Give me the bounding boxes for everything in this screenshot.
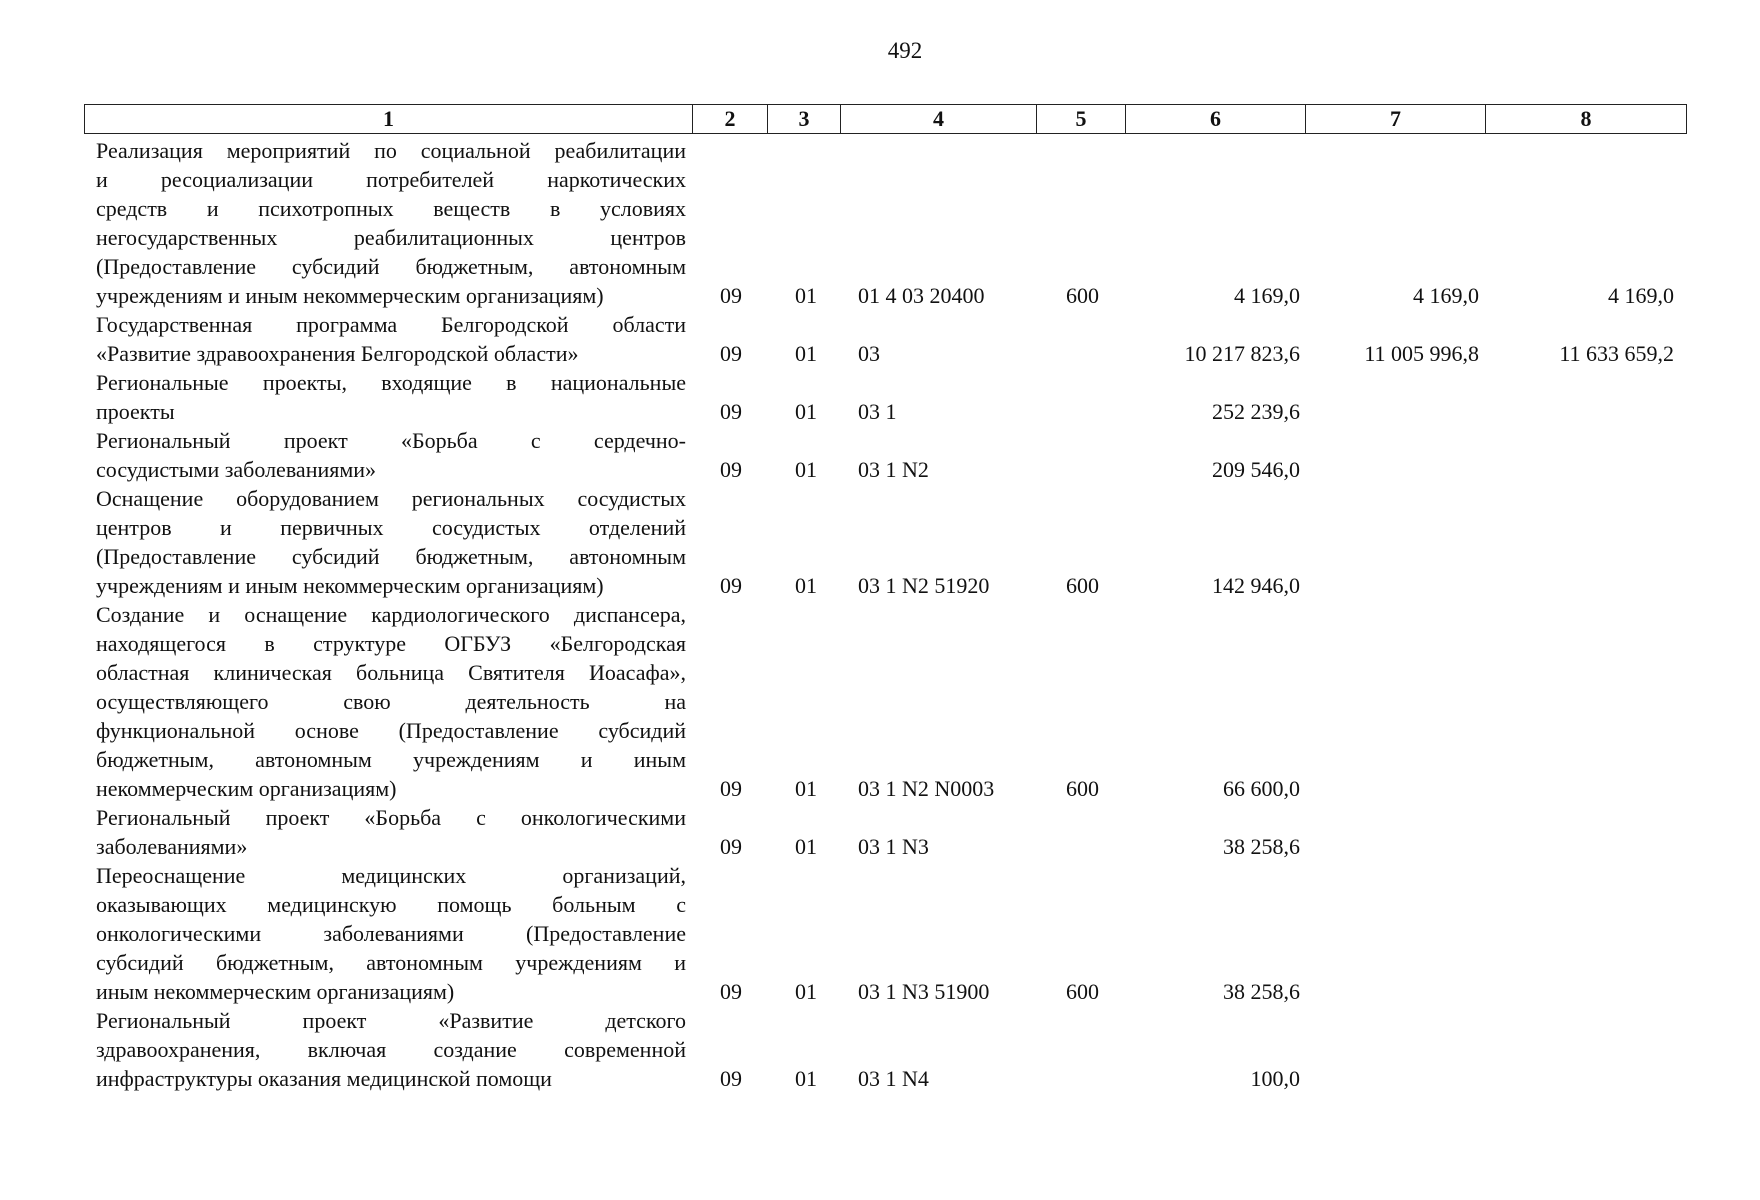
cell-col-2: 09: [720, 834, 742, 859]
row-description: [96, 600, 686, 803]
description-line: Создание и оснащение кардиологического диспансера,: [96, 602, 686, 627]
cell-col-3: 01: [795, 399, 817, 424]
cell-col-8: 11 633 659,2: [1559, 341, 1674, 366]
cell-col-4: 03 1 N2 51920: [858, 573, 990, 598]
cell-col-3: 01: [795, 834, 817, 859]
cell-col-5: 600: [1066, 283, 1099, 308]
cell-col-4: 03 1 N4: [858, 1066, 929, 1091]
description-line: Оснащение оборудованием региональных сосудистых: [96, 486, 686, 511]
cell-col-2: 09: [720, 457, 742, 482]
row-description: [96, 803, 686, 861]
table-row: [0, 861, 1760, 1006]
description-line: средств и психотропных веществ в условиях: [96, 196, 686, 221]
description-line: Региональный проект «Борьба с онкологическими: [96, 805, 686, 830]
description-line: учреждениям и иным некоммерческим организациям): [96, 283, 604, 308]
description-line: функциональной основе (Предоставление субсидий: [96, 718, 686, 743]
description-line: некоммерческим организациям): [96, 776, 397, 801]
page-number: 492: [887, 38, 923, 63]
table-row: [0, 426, 1760, 484]
description-line: центров и первичных сосудистых отделений: [96, 515, 686, 540]
column-header-row: [84, 104, 1687, 134]
row-description: [96, 1006, 686, 1093]
cell-col-4: 01 4 03 20400: [858, 283, 985, 308]
description-line: Региональный проект «Борьба с сердечно-: [96, 428, 686, 453]
cell-col-2: 09: [720, 341, 742, 366]
column-header-1: 1: [85, 105, 693, 134]
cell-col-4: 03: [858, 341, 880, 366]
cell-col-4: 03 1: [858, 399, 897, 424]
description-line: оказывающих медицинскую помощь больным с: [96, 892, 686, 917]
cell-col-5: 600: [1066, 776, 1099, 801]
cell-col-2: 09: [720, 283, 742, 308]
cell-col-4: 03 1 N3: [858, 834, 929, 859]
column-header-4: 4: [841, 105, 1037, 134]
cell-col-2: 09: [720, 399, 742, 424]
table-row: [0, 1006, 1760, 1093]
row-description: [96, 426, 686, 484]
cell-col-4: 03 1 N2: [858, 457, 929, 482]
description-line: находящегося в структуре ОГБУЗ «Белгородская: [96, 631, 686, 656]
cell-col-4: 03 1 N2 N0003: [858, 776, 995, 801]
table-row: [0, 136, 1760, 310]
cell-col-3: 01: [795, 1066, 817, 1091]
description-line: сосудистыми заболеваниями»: [96, 457, 377, 482]
cell-col-2: 09: [720, 776, 742, 801]
cell-col-8: 4 169,0: [1608, 283, 1674, 308]
description-line: Региональные проекты, входящие в национальные: [96, 370, 686, 395]
row-description: [96, 368, 686, 426]
description-line: субсидий бюджетным, автономным учреждениям и: [96, 950, 686, 975]
column-header-5: 5: [1037, 105, 1126, 134]
budget-table-body: [0, 136, 1760, 1093]
cell-col-6: 66 600,0: [1223, 776, 1300, 801]
description-line: «Развитие здравоохранения Белгородской области»: [96, 341, 579, 366]
table-row: [0, 484, 1760, 600]
description-line: заболеваниями»: [96, 834, 248, 859]
description-line: Государственная программа Белгородской области: [96, 312, 686, 337]
row-description: [96, 310, 686, 368]
cell-col-7: 4 169,0: [1413, 283, 1479, 308]
cell-col-3: 01: [795, 573, 817, 598]
cell-col-2: 09: [720, 573, 742, 598]
cell-col-6: 10 217 823,6: [1184, 341, 1300, 366]
description-line: осуществляющего свою деятельность на: [96, 689, 686, 714]
description-line: учреждениям и иным некоммерческим организациям): [96, 573, 604, 598]
description-line: и ресоциализации потребителей наркотических: [96, 167, 686, 192]
description-line: (Предоставление субсидий бюджетным, автономным: [96, 254, 686, 279]
table-row: [0, 310, 1760, 368]
description-line: Региональный проект «Развитие детского: [96, 1008, 686, 1033]
cell-col-3: 01: [795, 776, 817, 801]
table-row: [0, 368, 1760, 426]
column-header-8: 8: [1486, 105, 1687, 134]
description-line: проекты: [96, 399, 175, 424]
description-line: негосударственных реабилитационных центров: [96, 225, 686, 250]
cell-col-5: 600: [1066, 979, 1099, 1004]
description-line: инфраструктуры оказания медицинской помощи: [96, 1066, 552, 1091]
description-line: здравоохранения, включая создание современной: [96, 1037, 686, 1062]
cell-col-6: 38 258,6: [1223, 834, 1300, 859]
row-description: [96, 484, 686, 600]
cell-col-6: 100,0: [1250, 1066, 1300, 1091]
column-header-7: 7: [1306, 105, 1486, 134]
cell-col-2: 09: [720, 1066, 742, 1091]
cell-col-3: 01: [795, 341, 817, 366]
table-row: [0, 803, 1760, 861]
cell-col-4: 03 1 N3 51900: [858, 979, 990, 1004]
description-line: Реализация мероприятий по социальной реабилитации: [96, 138, 686, 163]
column-header-2: 2: [693, 105, 768, 134]
cell-col-3: 01: [795, 283, 817, 308]
row-description: [96, 861, 686, 1006]
description-line: иным некоммерческим организациям): [96, 979, 455, 1004]
row-description: [96, 136, 686, 310]
cell-col-3: 01: [795, 457, 817, 482]
cell-col-6: 252 239,6: [1212, 399, 1300, 424]
table-row: [0, 600, 1760, 803]
cell-col-5: 600: [1066, 573, 1099, 598]
description-line: бюджетным, автономным учреждениям и иным: [96, 747, 686, 772]
cell-col-3: 01: [795, 979, 817, 1004]
cell-col-6: 38 258,6: [1223, 979, 1300, 1004]
description-line: областная клиническая больница Святителя Иоасафа»,: [96, 660, 686, 685]
column-header-6: 6: [1126, 105, 1306, 134]
cell-col-6: 4 169,0: [1234, 283, 1300, 308]
cell-col-2: 09: [720, 979, 742, 1004]
cell-col-6: 142 946,0: [1212, 573, 1300, 598]
cell-col-6: 209 546,0: [1212, 457, 1300, 482]
column-header-3: 3: [768, 105, 841, 134]
description-line: онкологическими заболеваниями (Предоставление: [96, 921, 686, 946]
cell-col-7: 11 005 996,8: [1364, 341, 1479, 366]
description-line: Переоснащение медицинских организаций,: [96, 863, 686, 888]
description-line: (Предоставление субсидий бюджетным, автономным: [96, 544, 686, 569]
